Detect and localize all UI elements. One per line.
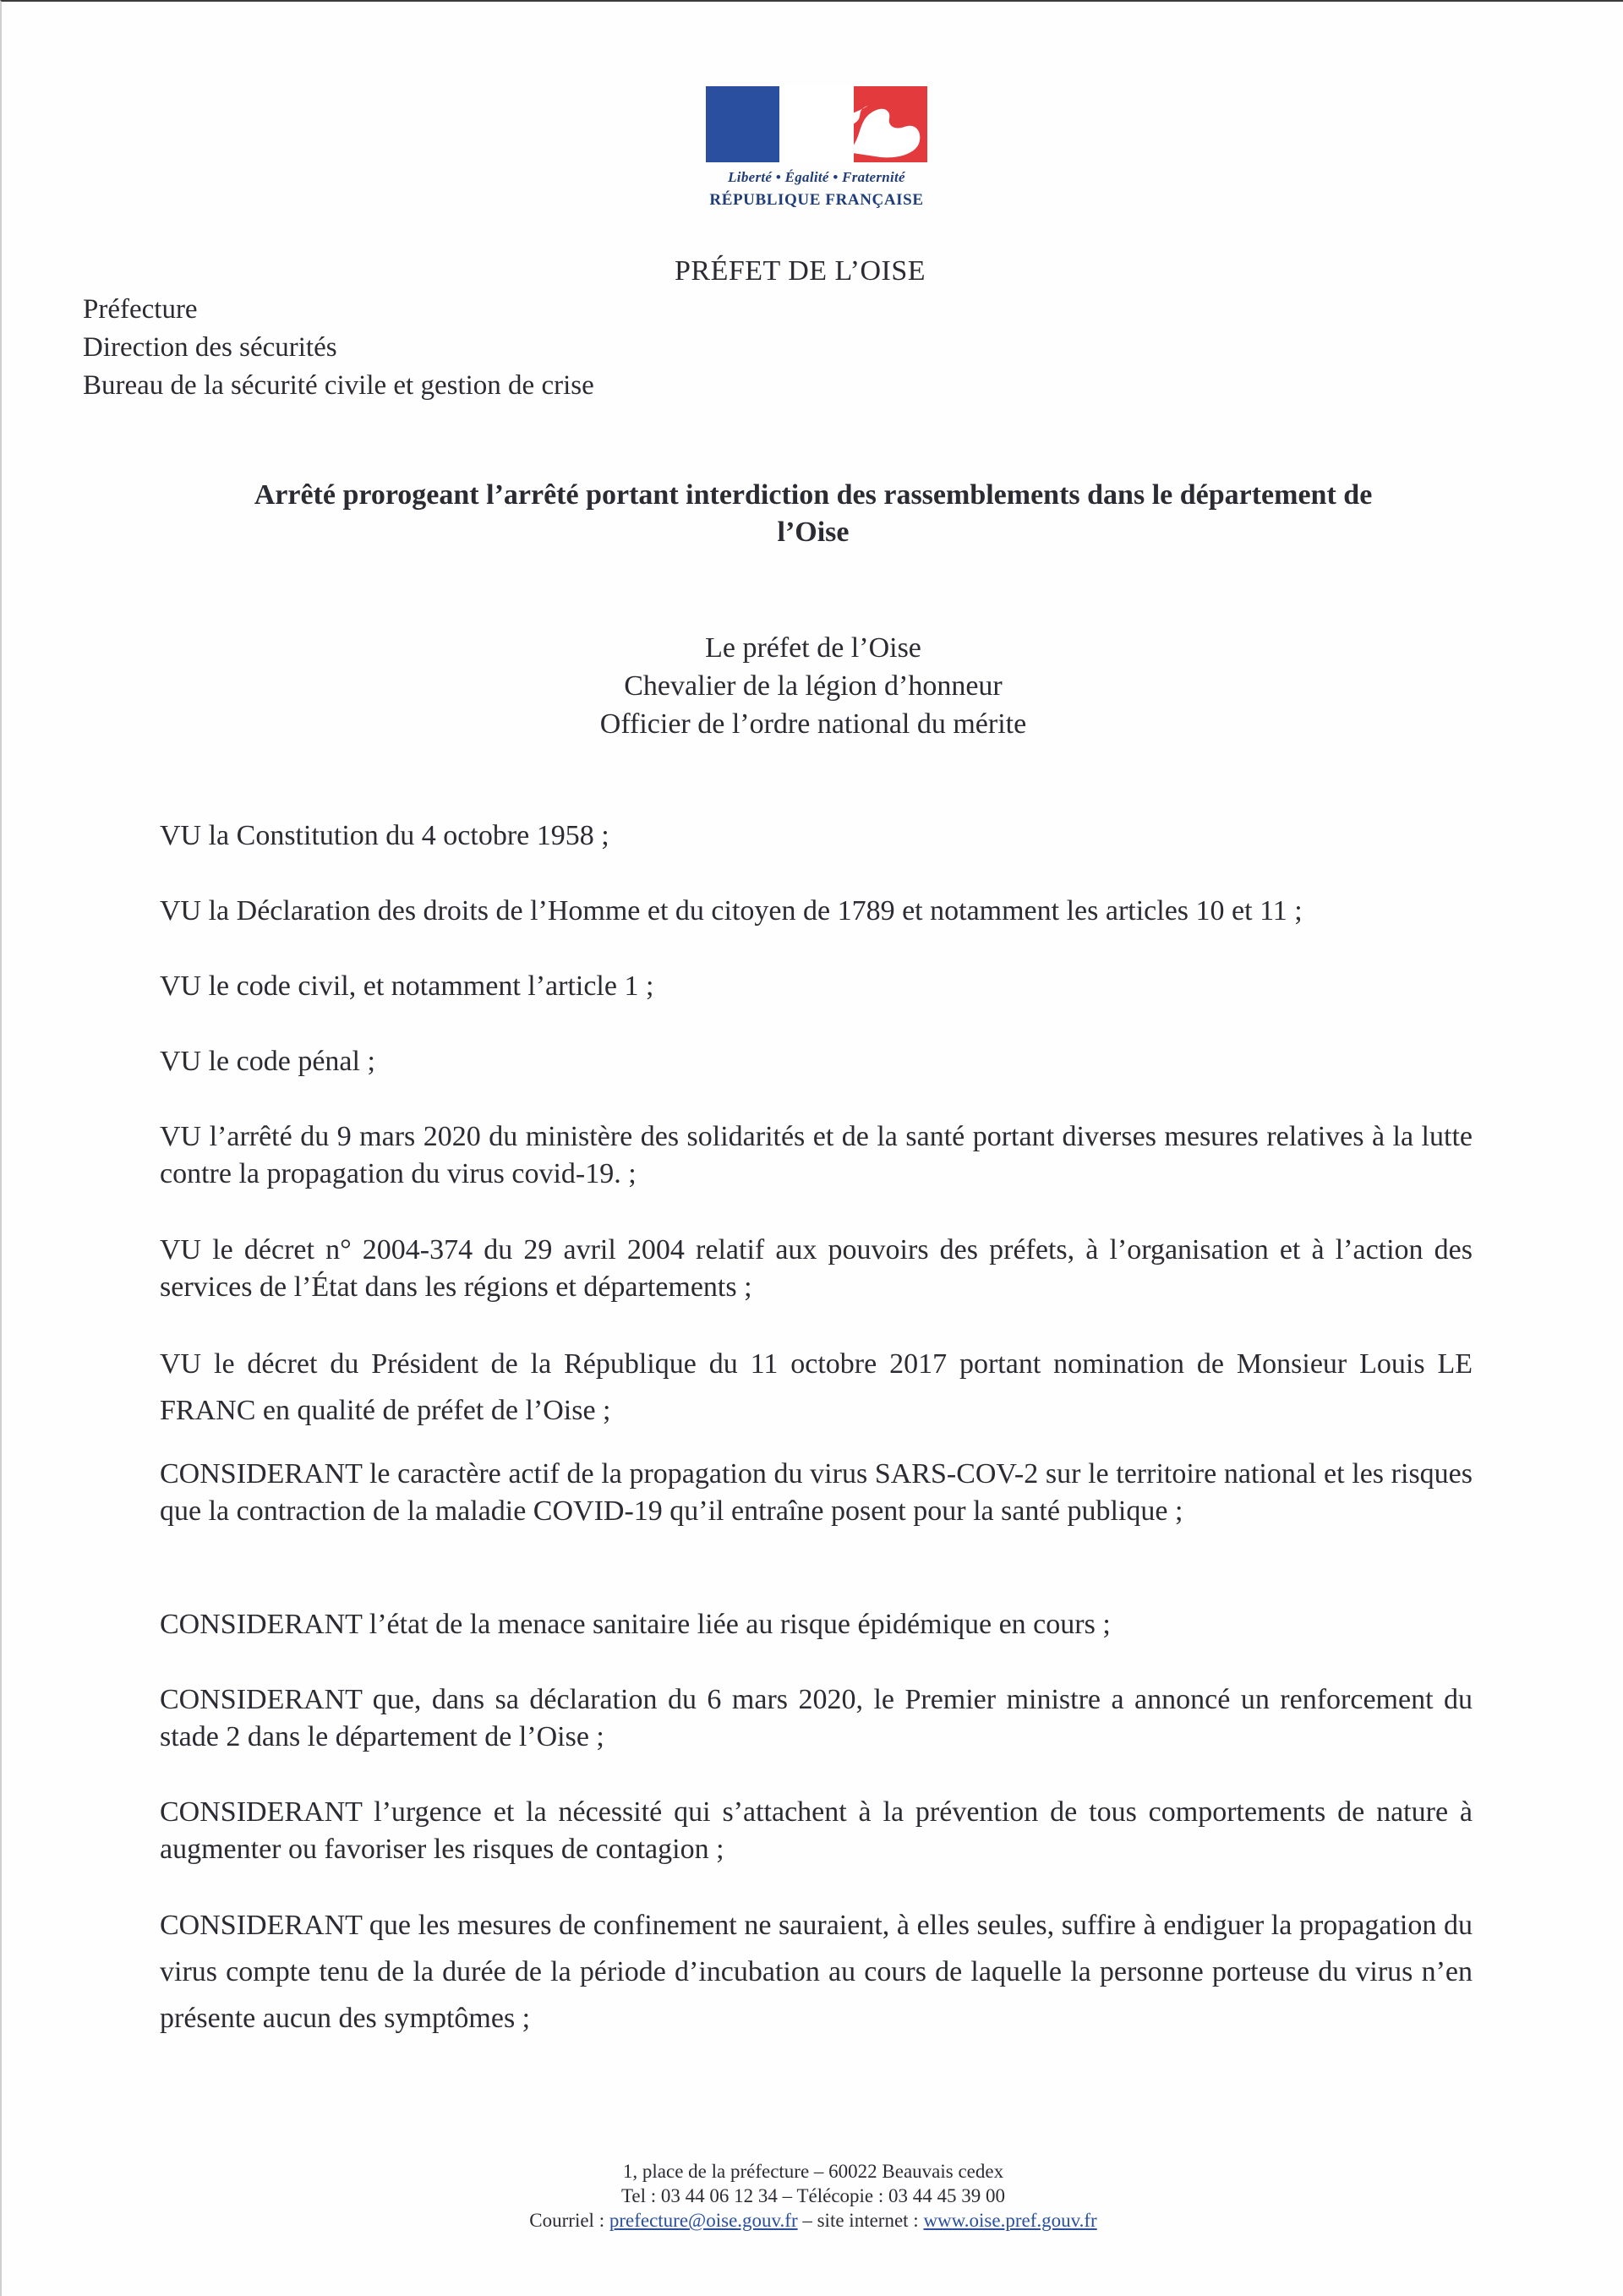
considerant-paragraph: CONSIDERANT le caractère actif de la propagation du virus SARS-COV-2 sur le territoire national et les risques que la contraction de la maladie COVID-19 qu’il entraîne posent pour la santé publique ; [160, 1458, 1473, 1527]
vu-paragraph: VU la Constitution du 4 octobre 1958 ; [160, 820, 609, 851]
prefet-line: Officier de l’ordre national du mérite [599, 708, 1027, 740]
considerant-paragraph: CONSIDERANT l’urgence et la nécessité qui s’attachent à la prévention de tous comportements de nature à augmenter ou favoriser les risques de contagion ; [160, 1796, 1473, 1865]
prefet-line: Chevalier de la légion d’honneur [624, 670, 1003, 702]
footer-address: 1, place de la préfecture – 60022 Beauvais cedex [622, 2161, 1004, 2182]
title-line: Arrêté prorogeant l’arrêté portant interdiction des rassemblements dans le département de [254, 479, 1373, 511]
prefet-identity [475, 629, 1151, 743]
prefet-heading: PRÉFET DE L’OISE [675, 255, 926, 287]
footer-phones: Tel : 03 44 06 12 34 – Télécopie : 03 44 45 39 00 [620, 2185, 1006, 2206]
footer-web-line [407, 2208, 1219, 2233]
email-link[interactable]: prefecture@oise.gouv.fr [609, 2210, 798, 2231]
title-line: l’Oise [777, 517, 850, 548]
service-line: Direction des sécurités [83, 332, 337, 363]
considerant-paragraph: CONSIDERANT que, dans sa déclaration du 6 mars 2020, le Premier ministre a annoncé un renforcement du stade 2 dans le département de l’Oise ; [160, 1684, 1473, 1752]
mail-label: Courriel : [529, 2210, 609, 2231]
republique-text: RÉPUBLIQUE FRANÇAISE [709, 191, 924, 209]
marianne-icon [830, 93, 948, 161]
site-label: – site internet : [797, 2210, 924, 2231]
service-block [83, 291, 594, 405]
vu-paragraph: VU le code civil, et notamment l’article 1 ; [160, 970, 654, 1002]
prefet-line: Le préfet de l’Oise [705, 632, 921, 664]
footer-contact [407, 2159, 1219, 2233]
service-line: Préfecture [83, 294, 198, 325]
vu-paragraph: VU le décret du Président de la République du 11 octobre 2017 portant nomination de Monsieur Louis LE FRANC en qualité de préfet de l’Oise ; [160, 1348, 1473, 1426]
tricolor-flag [706, 86, 927, 162]
website-link[interactable]: www.oise.pref.gouv.fr [923, 2210, 1097, 2231]
considerant-paragraph: CONSIDERANT que les mesures de confinement ne sauraient, à elles seules, suffire à endiguer la propagation du virus compte tenu de la durée de la période d’incubation au cours de laquelle la personne porteuse du virus n’en présente aucun des symptômes ; [160, 1910, 1473, 2034]
republique-logo [705, 86, 928, 210]
vu-paragraph: VU la Déclaration des droits de l’Homme et du citoyen de 1789 et notamment les articles 10 et 11 ; [160, 895, 1303, 927]
document-title [154, 477, 1473, 551]
vu-paragraph: VU l’arrêté du 9 mars 2020 du ministère des solidarités et de la santé portant diverses mesures relatives à la lutte contre la propagation du virus covid-19. ; [160, 1121, 1473, 1189]
considerant-paragraph: CONSIDERANT l’état de la menace sanitaire liée au risque épidémique en cours ; [160, 1609, 1111, 1640]
motto-text: Liberté • Égalité • Fraternité [728, 169, 905, 185]
service-line: Bureau de la sécurité civile et gestion de crise [83, 370, 594, 401]
vu-paragraph: VU le code pénal ; [160, 1046, 375, 1077]
vu-paragraph: VU le décret n° 2004-374 du 29 avril 2004 relatif aux pouvoirs des préfets, à l’organisation et à l’action des services de l’État dans les régions et départements ; [160, 1234, 1473, 1303]
